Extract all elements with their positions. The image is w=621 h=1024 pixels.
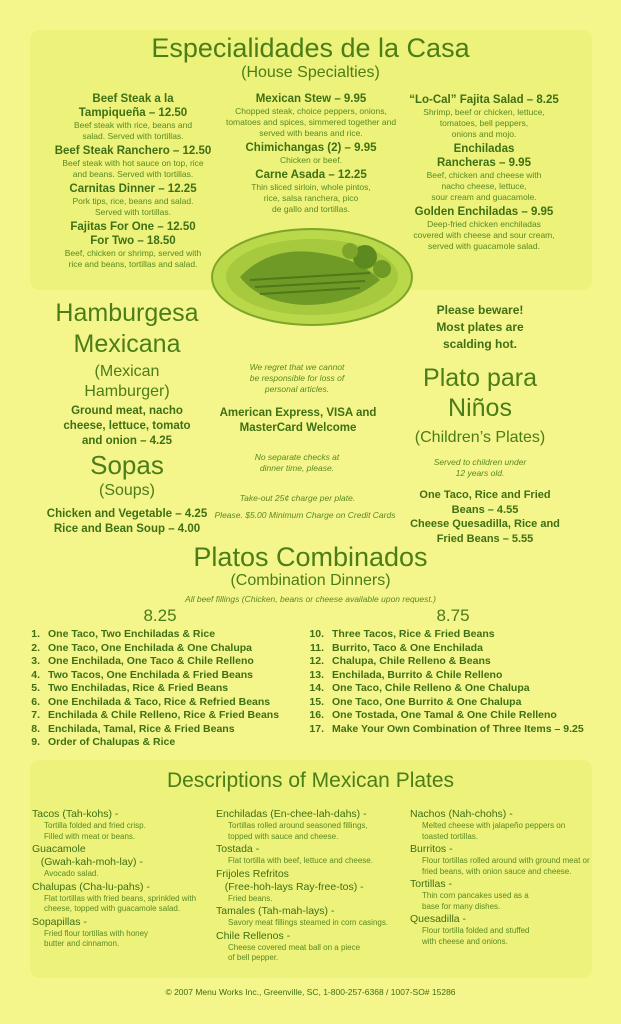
combo-item [306, 723, 606, 737]
combos-list-right [306, 628, 606, 736]
description-text: Tortilla folded and fried crisp. Filled with meat or beans. [44, 821, 146, 841]
description-term: Chalupas (Cha-lu-pahs) - [32, 880, 150, 893]
sopas-title: Sopas [90, 450, 164, 480]
description-term: Quesadilla - [410, 913, 467, 925]
description-text: Thin corn pancakes used as a base for many dishes. [422, 891, 529, 911]
combo-text: Enchilada, Tamal, Rice & Fried Beans [48, 722, 235, 735]
combo-number: 12. [309, 655, 324, 667]
ninos-items: One Taco, Rice and Fried Beans – 4.55 Cheese Quesadilla, Rice and Fried Beans – 5.55 [410, 489, 560, 545]
descriptions-title: Descriptions of Mexican Plates [166, 769, 455, 792]
combo-text: One Enchilada & Taco, Rice & Refried Beans [48, 695, 271, 708]
combo-text: Order of Chalupas & Rice [48, 736, 176, 748]
combo-item [306, 696, 606, 710]
minimum-note: Please. $5.00 Minimum Charge on Credit Cards [214, 510, 396, 520]
sopas-items: Chicken and Vegetable – 4.25 Rice and Bean Soup – 4.00 [46, 508, 208, 535]
combo-number: 6. [31, 695, 40, 708]
combo-item [22, 628, 312, 642]
takeout-note: Take-out 25¢ charge per plate. [239, 493, 356, 503]
description-text: Savory meat fillings steamed in corn casings. [228, 918, 389, 927]
description-text: Tortillas rolled around seasoned fillings, topped with sauce and cheese. [228, 821, 368, 841]
specialty-desc: Chopped steak, choice peppers, onions, tomatoes and spices, simmered together and served with beans and rice. [225, 106, 397, 138]
description-term: Tamales (Tah-mah-lays) - [216, 905, 335, 917]
combo-number: 3. [31, 655, 40, 667]
specialty-desc: Chicken or beef. [280, 155, 342, 165]
combo-item [306, 682, 606, 696]
combo-number: 11. [309, 641, 324, 654]
specialty-name: “Lo-Cal” Fajita Salad – 8.25 [409, 94, 559, 106]
descriptions-col2 [216, 808, 402, 965]
combo-item [22, 642, 312, 656]
combo-number: 13. [309, 668, 324, 681]
combo-item [306, 709, 606, 723]
combo-item [22, 696, 312, 710]
combos-note: All beef fillings (Chicken, beans or cheese available upon request.) [185, 594, 436, 604]
specialty-desc: Beef steak with hot sauce on top, rice and beans. Served with tortillas. [62, 158, 204, 179]
specialty-name: Chimichangas (2) – 9.95 [245, 142, 377, 154]
footer-copyright: © 2007 Menu Works Inc., Greenville, SC, 1-800-257-6368 / 1007-SO# 15286 [165, 987, 456, 997]
combos-price-right: 8.75 [436, 606, 470, 625]
description-term: Nachos (Nah-chohs) - [410, 808, 513, 820]
specialty-name: Fajitas For One – 12.50 For Two – 18.50 [70, 221, 196, 247]
combo-number: 10. [309, 628, 324, 640]
description-text: Melted cheese with jalapeño peppers on toasted tortillas. [422, 821, 566, 841]
specialty-name: Beef Steak Ranchero – 12.50 [54, 145, 212, 157]
description-term: Guacamole (Gwah-kah-moh-lay) - [32, 843, 143, 868]
hamburgesa-subtitle: (Mexican Hamburger) [84, 363, 170, 400]
description-term: Tostada - [216, 843, 260, 855]
combo-text: Two Enchiladas, Rice & Fried Beans [48, 682, 229, 694]
combo-number: 1. [31, 628, 40, 640]
ninos-subtitle: (Children’s Plates) [414, 429, 546, 446]
combo-number: 2. [31, 641, 40, 654]
specialties-col3 [404, 93, 564, 254]
combo-text: Make Your Own Combination of Three Items – 9.25 [332, 722, 584, 735]
specialties-col2 [222, 92, 400, 217]
combo-number: 16. [309, 709, 324, 721]
combo-item [306, 655, 606, 669]
combo-item [22, 723, 312, 737]
ninos-title: Plato para Niños [423, 364, 537, 422]
food-plate-illustration [210, 225, 415, 330]
combo-item [22, 682, 312, 696]
combo-number: 9. [31, 736, 40, 748]
combos-subtitle: (Combination Dinners) [230, 572, 391, 589]
combo-item [22, 736, 312, 750]
specialty-desc: Deep-fried chicken enchiladas covered with cheese and sour cream, served with guacamole salad. [413, 219, 555, 251]
cards-note: American Express, VISA and MasterCard Welcome [219, 407, 377, 434]
specialty-name: Carnitas Dinner – 12.25 [69, 183, 197, 195]
description-text: Flat tortilla with beef, lettuce and cheese. [228, 856, 373, 865]
description-term: Chile Rellenos - [216, 929, 291, 942]
specialty-desc: Shrimp, beef or chicken, lettuce, tomatoes, bell peppers, onions and mojo. [423, 107, 545, 139]
specialty-name: Carne Asada – 12.25 [255, 169, 367, 181]
combo-text: Enchilada & Chile Relleno, Rice & Fried Beans [48, 709, 280, 721]
specialty-name: Golden Enchiladas – 9.95 [414, 206, 554, 218]
combo-text: One Enchilada, One Taco & Chile Relleno [48, 655, 254, 667]
combo-text: Burrito, Taco & One Enchilada [332, 641, 483, 654]
descriptions-col3 [410, 808, 590, 948]
hamburgesa-desc: Ground meat, nacho cheese, lettuce, tomato and onion – 4.25 [63, 405, 191, 447]
ninos-note: Served to children under 12 years old. [433, 457, 527, 478]
combo-number: 4. [31, 668, 40, 681]
combo-number: 15. [309, 695, 324, 708]
description-text: Flour tortilla folded and stuffed with cheese and onions. [422, 926, 530, 946]
description-text: Avocado salad. [44, 869, 99, 878]
combos-list-left [22, 628, 312, 750]
combo-text: One Taco, Two Enchiladas & Rice [48, 628, 216, 640]
specialty-desc: Pork tips, rice, beans and salad. Served with tortillas. [72, 196, 194, 217]
combo-text: Chalupa, Chile Relleno & Beans [332, 655, 491, 667]
combo-item [306, 642, 606, 656]
combos-title: Platos Combinados [193, 542, 428, 572]
beware-note: Please beware! Most plates are scalding hot. [436, 303, 524, 351]
description-term: Enchiladas (En-chee-lah-dahs) - [216, 808, 367, 820]
combo-text: One Taco, Chile Relleno & One Chalupa [332, 682, 530, 694]
sopas-subtitle: (Soups) [98, 482, 156, 499]
specialty-desc: Beef, chicken and cheese with nacho cheese, lettuce, sour cream and guacamole. [426, 170, 542, 202]
description-text: Flour tortillas rolled around with ground meat or fried beans, with onion sauce and cheese. [422, 856, 590, 876]
description-term: Burritos - [410, 843, 453, 855]
descriptions-col1 [32, 808, 212, 951]
combos-price-left: 8.25 [143, 606, 177, 625]
combo-text: Three Tacos, Rice & Fried Beans [332, 628, 495, 640]
description-term: Tacos (Tah-kohs) - [32, 808, 119, 820]
specialty-desc: Beef steak with rice, beans and salad. Served with tortillas. [73, 120, 193, 141]
specialties-title: Especialidades de la Casa [151, 33, 470, 63]
combo-item [22, 709, 312, 723]
combo-number: 7. [31, 709, 40, 721]
combo-text: Enchilada, Burrito & Chile Relleno [332, 668, 503, 681]
specialties-subtitle: (House Specialties) [241, 64, 380, 81]
description-text: Fried beans. [228, 893, 273, 903]
combo-text: One Tostada, One Tamal & One Chile Relleno [332, 709, 557, 721]
combo-number: 14. [309, 682, 324, 694]
description-term: Frijoles Refritos (Free-hoh-lays Ray-free-tos) - [216, 867, 364, 893]
description-text: Cheese covered meat ball on a piece of bell pepper. [228, 942, 361, 962]
specialty-name: Mexican Stew – 9.95 [255, 93, 367, 105]
combo-text: Two Tacos, One Enchilada & Fried Beans [48, 668, 253, 681]
combo-item [22, 669, 312, 683]
specialty-name: Enchiladas Rancheras – 9.95 [437, 143, 531, 169]
combo-item [306, 628, 606, 642]
description-text: Flat tortillas with fried beans, sprinkled with cheese, topped with guacamole salad. [44, 893, 197, 913]
combo-text: One Taco, One Burrito & One Chalupa [332, 695, 522, 708]
description-term: Tortillas - [410, 878, 453, 890]
checks-note: No separate checks at dinner time, please. [254, 452, 340, 473]
specialties-col1 [52, 92, 214, 272]
combo-number: 5. [31, 682, 40, 694]
combo-item [306, 669, 606, 683]
regret-note: We regret that we cannot be responsible for loss of personal articles. [249, 362, 345, 394]
specialty-desc: Thin sliced sirloin, whole pintos, rice, salsa ranchera, pico de gallo and tortillas. [251, 182, 371, 214]
combo-item [22, 655, 312, 669]
combo-number: 8. [31, 722, 40, 735]
combo-text: One Taco, One Enchilada & One Chalupa [48, 641, 253, 654]
description-text: Fried flour tortillas with honey butter and cinnamon. [44, 928, 149, 948]
specialty-desc: Beef, chicken or shrimp, served with rice and beans, tortillas and salad. [64, 248, 202, 269]
combo-number: 17. [309, 722, 324, 735]
specialty-name: Beef Steak a la Tampiqueña – 12.50 [78, 93, 188, 119]
hamburgesa-title: Hamburgesa Mexicana [55, 299, 199, 358]
description-term: Sopapillas - [32, 915, 87, 928]
